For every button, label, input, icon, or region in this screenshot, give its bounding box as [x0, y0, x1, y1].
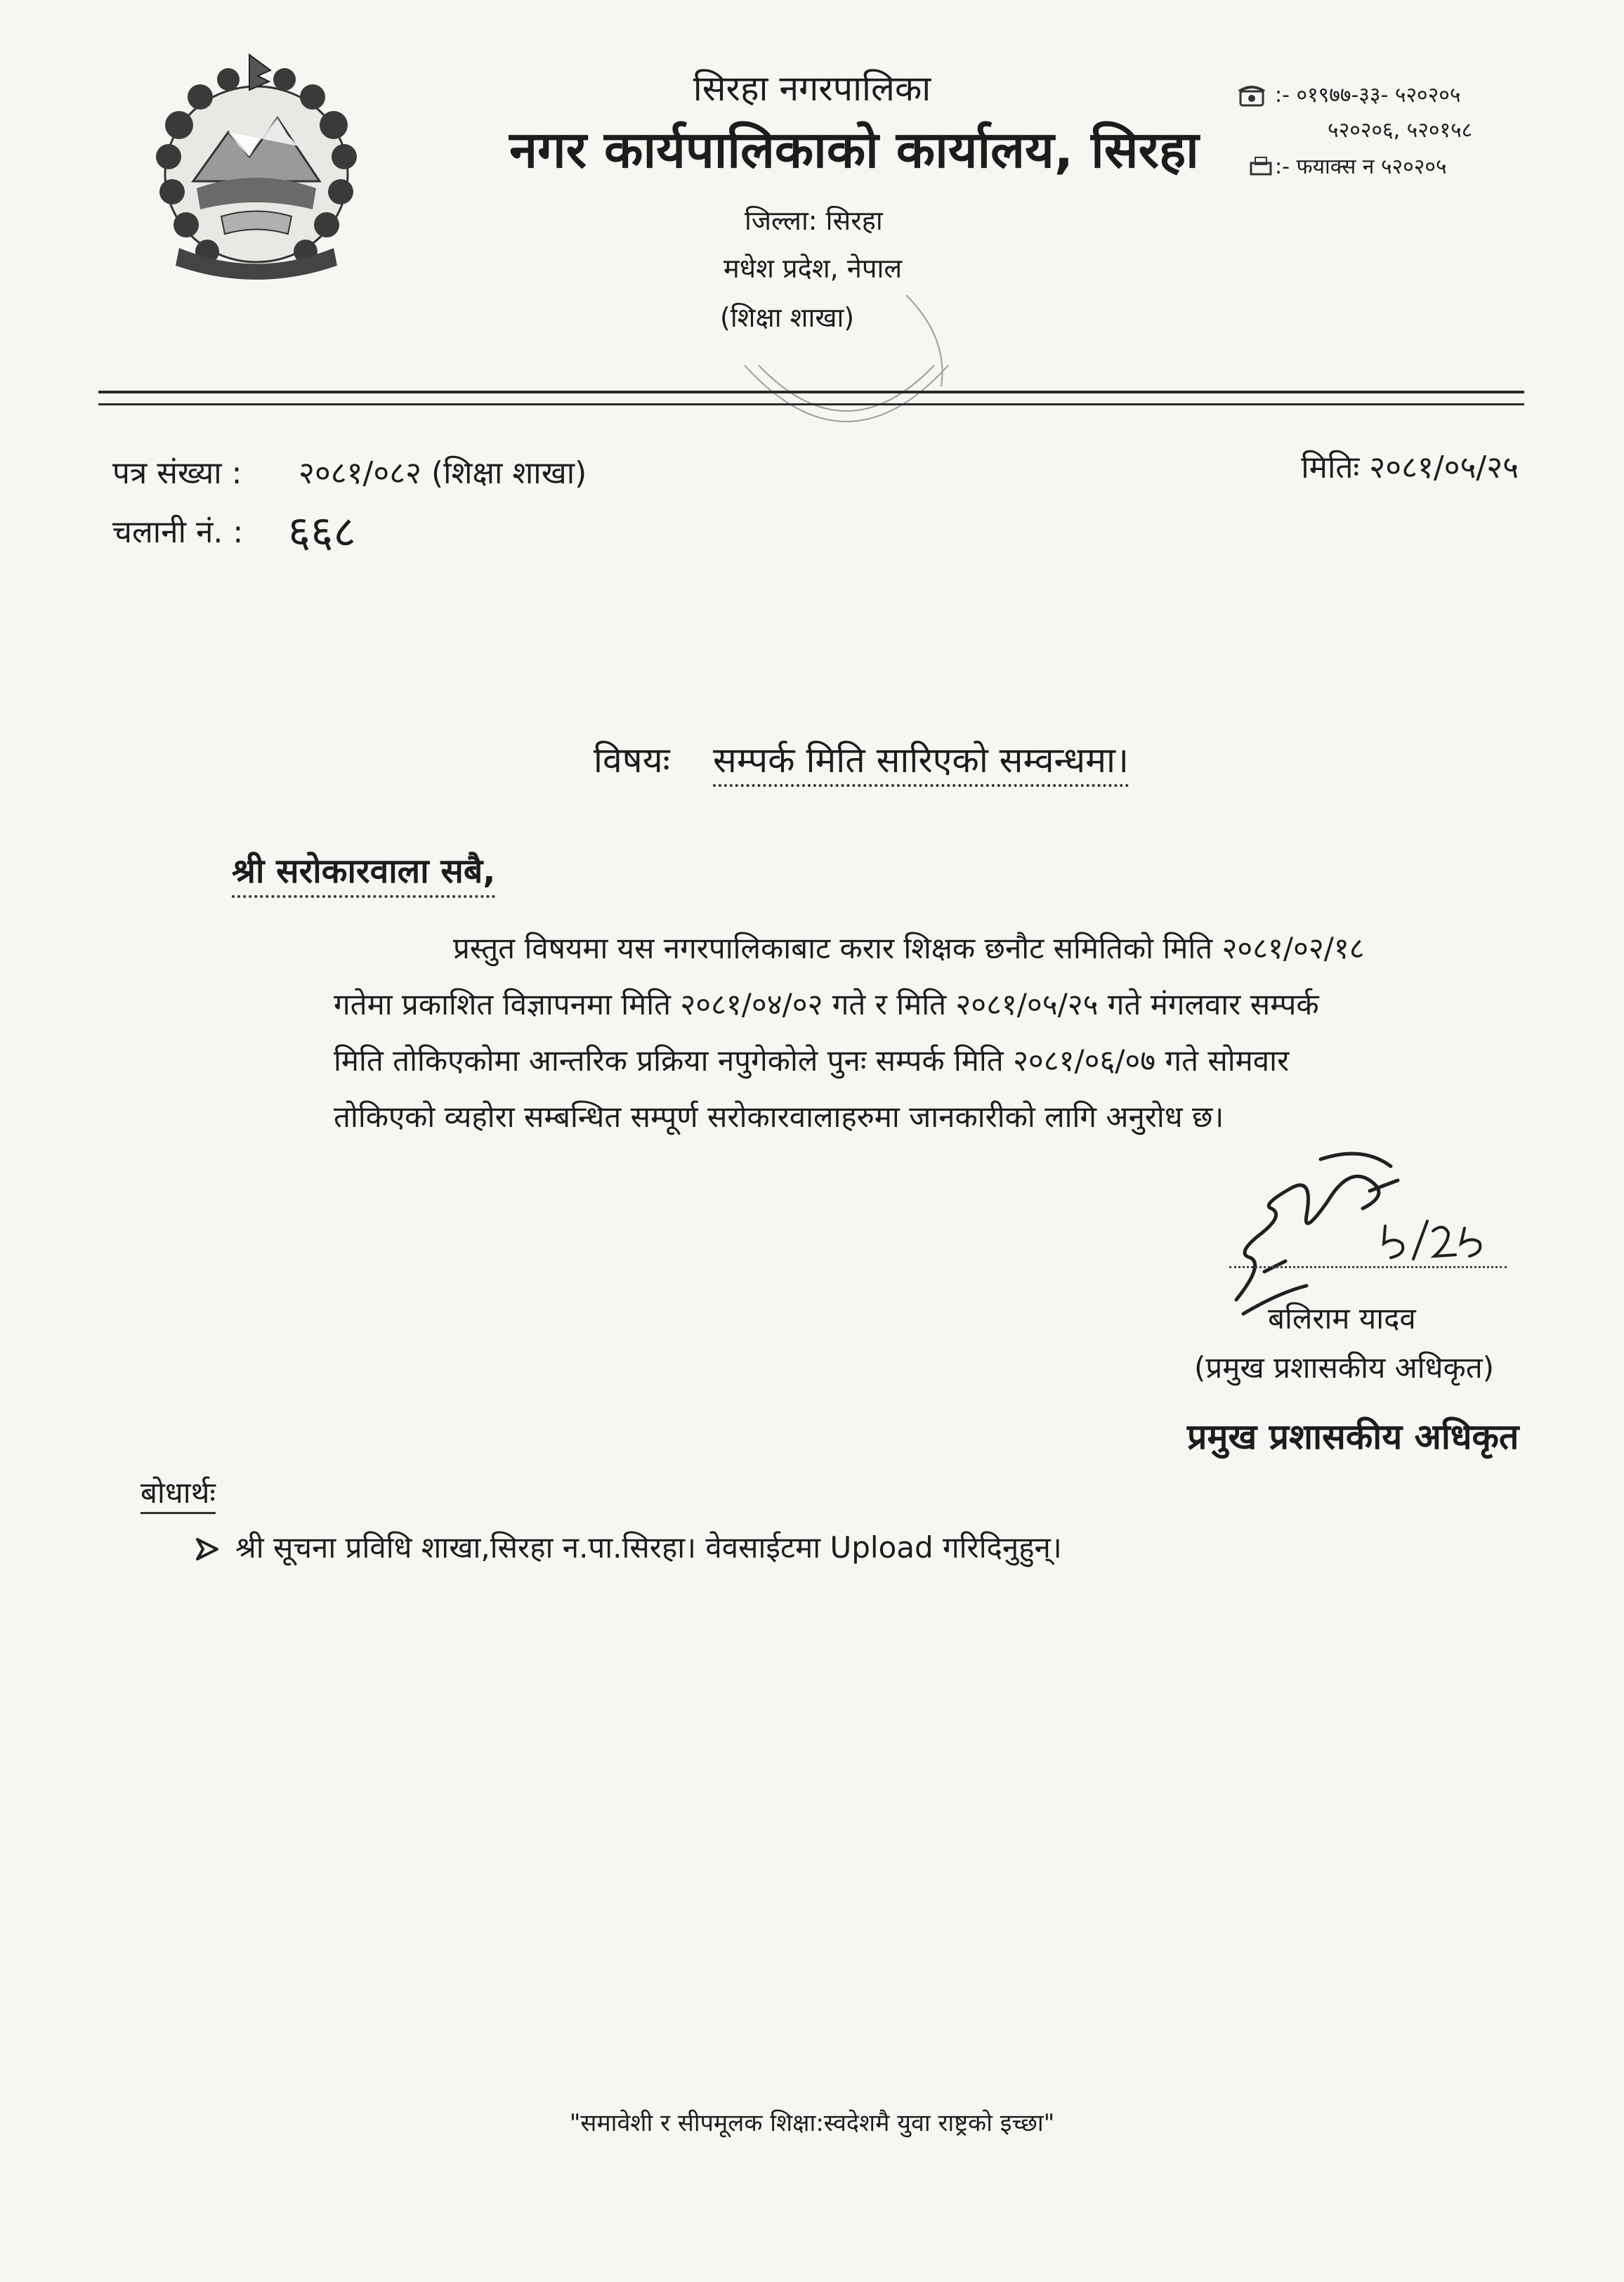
fax-number: :- फयाक्स न ५२०२०५: [1275, 155, 1447, 179]
signer-title: (प्रमुख प्रशासकीय अधिकृत): [1194, 1350, 1495, 1385]
subject-label: विषयः: [594, 740, 670, 781]
province-text: मधेश प्रदेश, नेपाल: [723, 253, 903, 284]
salutation: श्री सरोकारवाला सबै,: [232, 852, 495, 898]
body-line: गतेमा प्रकाशित विज्ञापनमा मिति २०८१/०४/०२ गते र मिति २०८१/०५/२५ गते मंगलवार सम्पर्क: [334, 987, 1319, 1022]
dispatch-number-label: चलानी नं. :: [112, 514, 244, 550]
signer-name: बलिराम यादव: [1268, 1301, 1416, 1336]
office-title: नगर कार्यपालिकाको कार्यालय, सिरहा: [509, 120, 1199, 179]
designation-stamp: प्रमुख प्रशासकीय अधिकृत: [1187, 1416, 1519, 1457]
fax-icon: [1249, 156, 1273, 176]
letter-date: मितिः २०८१/०५/२५: [1301, 450, 1519, 485]
municipality-name: सिरहा नगरपालिका: [693, 68, 931, 109]
header-divider: [98, 391, 1524, 393]
subject-text: सम्पर्क मिति सारिएको सम्वन्धमा।: [713, 739, 1129, 787]
phone-numbers-continued: ५२०२०६, ५२०१५८: [1328, 118, 1473, 143]
handwritten-signature-icon: [1222, 1138, 1531, 1321]
dispatch-number-value: ६६८: [288, 506, 356, 557]
signature-line: [1229, 1266, 1507, 1268]
body-line: प्रस्तुत विषयमा यस नगरपालिकाबाट करार शिक्षक छनौट समितिको मिति २०८१/०२/१८: [453, 931, 1365, 965]
stamp-seal-icon: [731, 267, 962, 450]
telephone-icon: [1238, 83, 1266, 107]
footer-motto: "समावेशी र सीपमूलक शिक्षा:स्वदेशमै युवा राष्ट्रको इच्छा": [569, 2109, 1055, 2137]
ref-number-value: २०८१/०८२ (शिक्षा शाखा): [299, 455, 587, 491]
cc-item: श्री सूचना प्रविधि शाखा,सिरहा न.पा.सिरहा। वेवसाईटमा Upload गरिदिनुहुन्।: [235, 1530, 1062, 1565]
cc-label: बोधार्थः: [140, 1475, 216, 1514]
district-text: जिल्ला: सिरहा: [745, 205, 883, 236]
branch-text: (शिक्षा शाखा): [720, 302, 855, 333]
body-line: तोकिएको व्यहोरा सम्बन्धित सम्पूर्ण सरोकारवालाहरुमा जानकारीको लागि अनुरोध छ।: [334, 1100, 1224, 1134]
header-divider-secondary: [98, 403, 1524, 405]
phone-numbers: :- ०१९७७-३३- ५२०२०५: [1275, 83, 1461, 107]
body-line: मिति तोकिएकोमा आन्तरिक प्रक्रिया नपुगेकोले पुनः सम्पर्क मिति २०८१/०६/०७ गते सोमवार: [334, 1043, 1290, 1078]
arrow-bullet-icon: [193, 1535, 221, 1563]
ref-number-label: पत्र संख्या :: [112, 455, 242, 491]
